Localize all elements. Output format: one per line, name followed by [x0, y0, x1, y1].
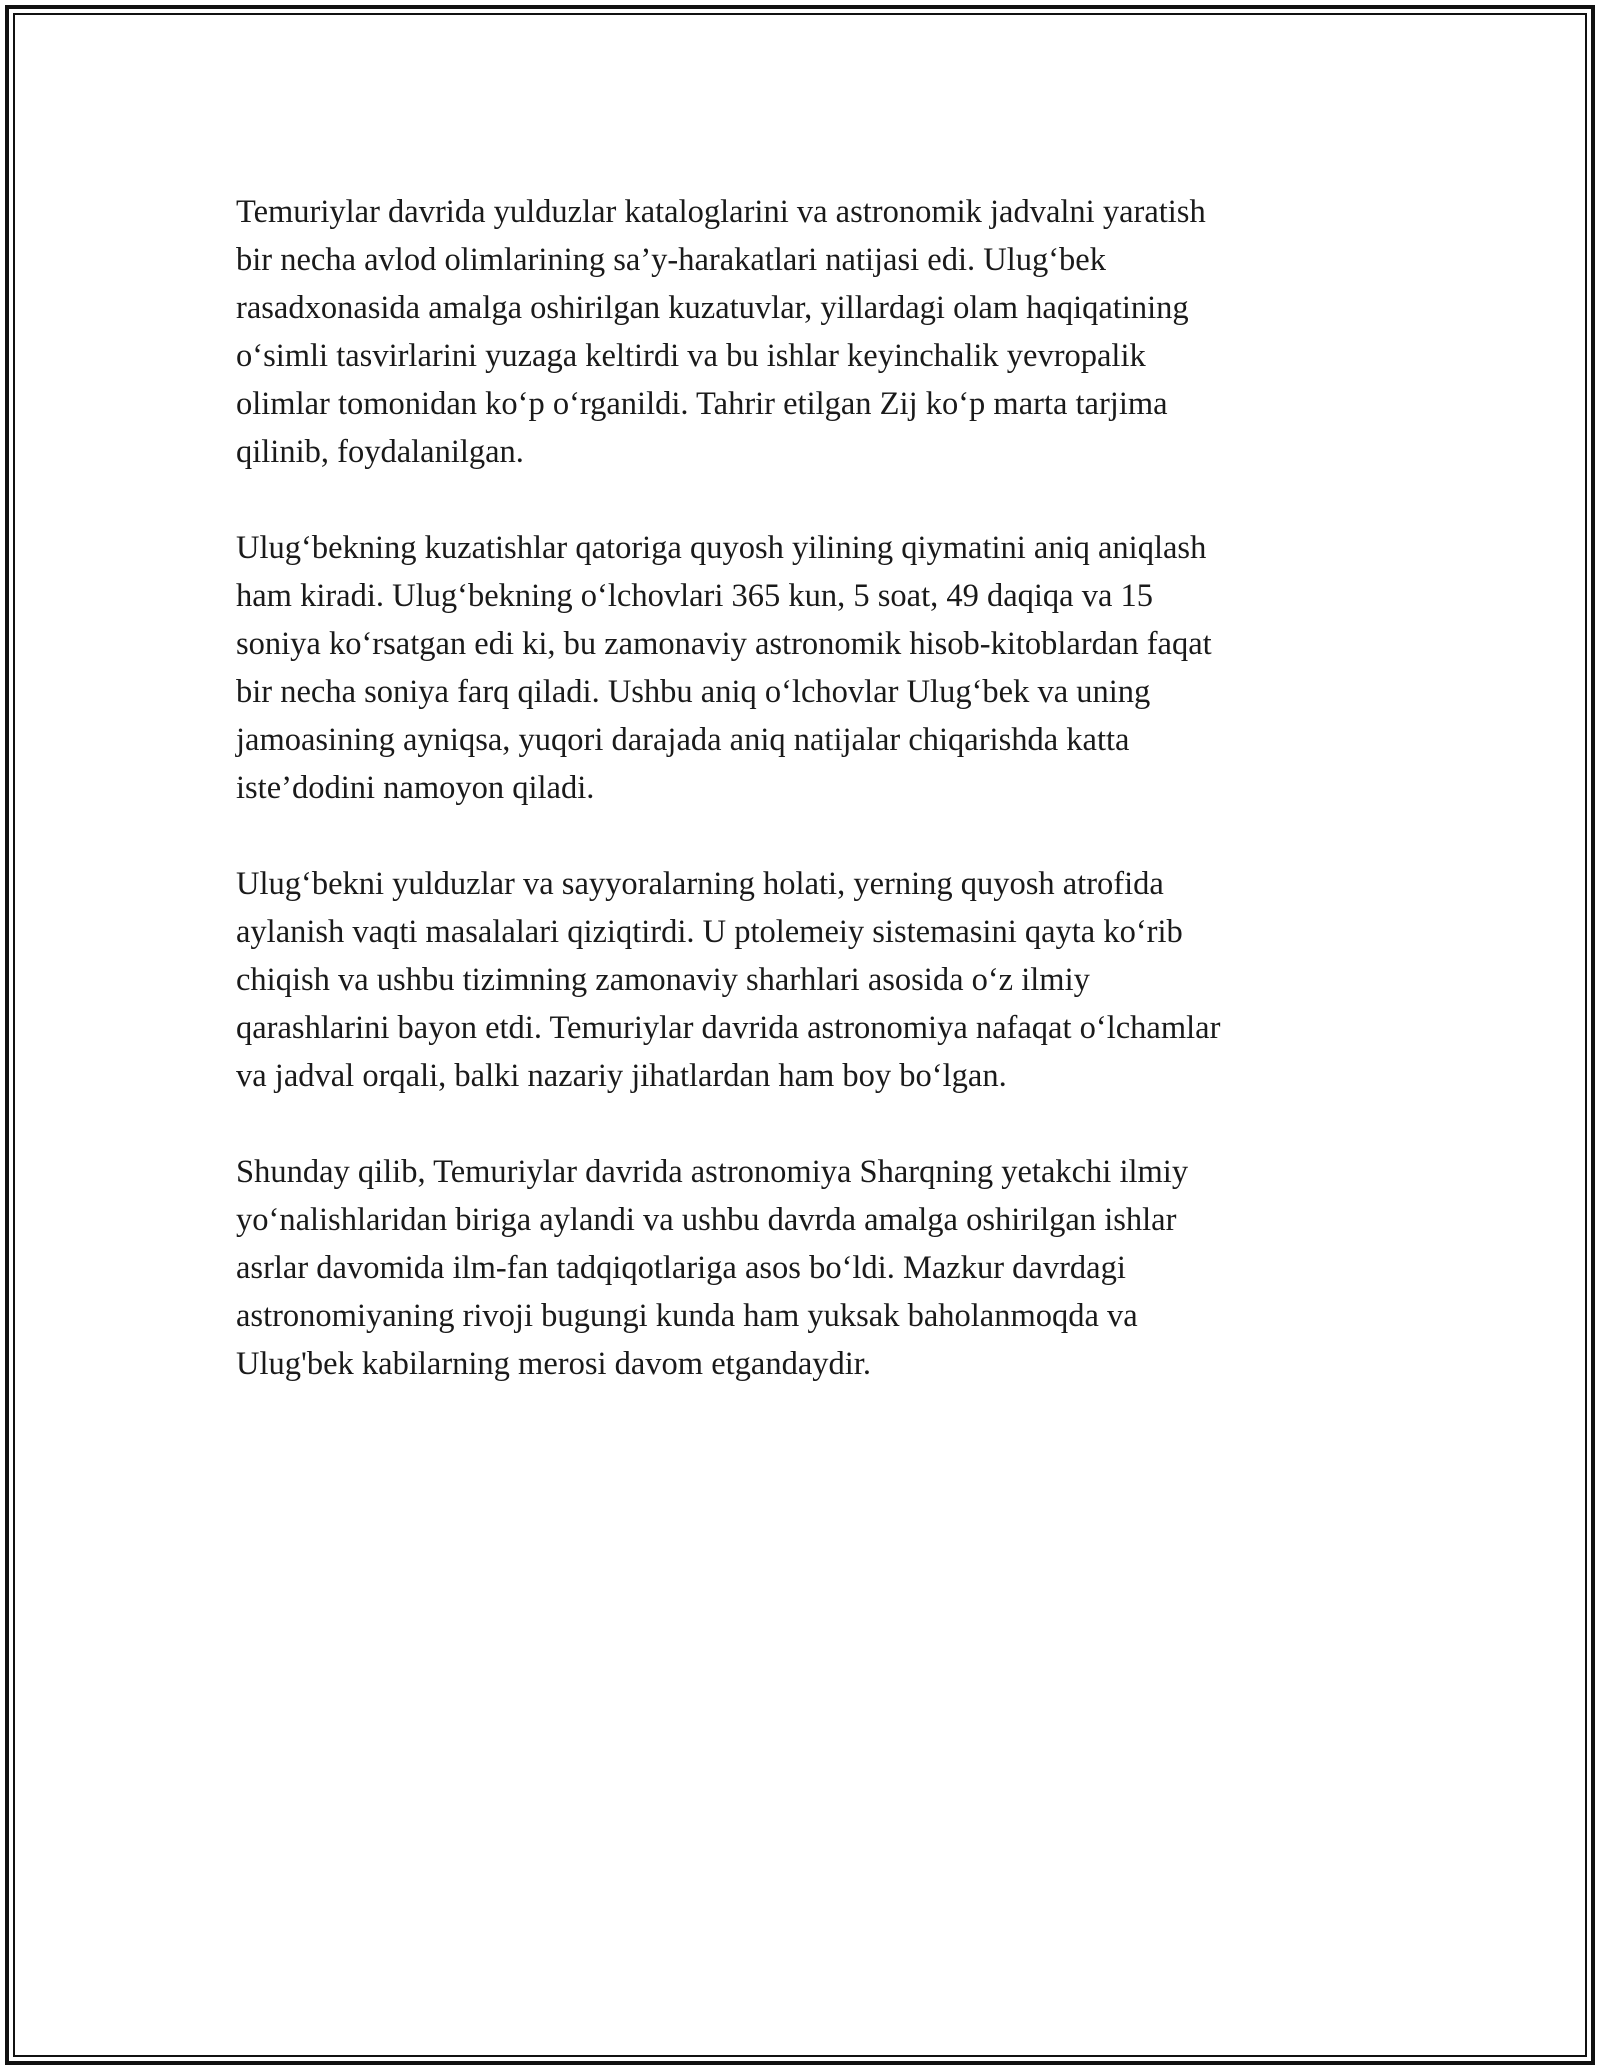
text-line: jamoasining ayniqsa, yuqori darajada aniq natijalar chiqarishda katta	[236, 722, 1130, 758]
text-line: soniya ko‘rsatgan edi ki, bu zamonaviy astronomik hisob-kitoblardan faqat	[236, 626, 1212, 662]
text-line: Temuriylar davrida yulduzlar kataloglarini va astronomik jadvalni yaratish	[236, 194, 1206, 230]
paragraph-4	[236, 1148, 1366, 1388]
text-line: asrlar davomida ilm-fan tadqiqotlariga asos bo‘ldi. Mazkur davrdagi	[236, 1250, 1126, 1286]
text-line: Ulug‘bekning kuzatishlar qatoriga quyosh yilining qiymatini aniq aniqlash	[236, 530, 1207, 566]
text-line: yo‘nalishlaridan biriga aylandi va ushbu davrda amalga oshirilgan ishlar	[236, 1202, 1177, 1238]
text-line: astronomiyaning rivoji bugungi kunda ham yuksak baholanmoqda va	[236, 1298, 1138, 1334]
text-line: bir necha soniya farq qiladi. Ushbu aniq o‘lchovlar Ulug‘bek va uning	[236, 674, 1151, 710]
text-line: olimlar tomonidan ko‘p o‘rganildi. Tahrir etilgan Zij ko‘p marta tarjima	[236, 386, 1168, 422]
text-line: Ulug'bek kabilarning merosi davom etgandaydir.	[236, 1346, 871, 1382]
text-line: o‘simli tasvirlarini yuzaga keltirdi va bu ishlar keyinchalik yevropalik	[236, 338, 1146, 374]
text-line: va jadval orqali, balki nazariy jihatlardan ham boy bo‘lgan.	[236, 1058, 1007, 1094]
paragraph-1	[236, 188, 1366, 476]
text-line: bir necha avlod olimlarining sa’y-harakatlari natijasi edi. Ulug‘bek	[236, 242, 1106, 278]
paragraph-3	[236, 860, 1366, 1100]
text-line: Ulug‘bekni yulduzlar va sayyoralarning holati, yerning quyosh atrofida	[236, 866, 1164, 902]
text-line: ham kiradi. Ulug‘bekning o‘lchovlari 365 kun, 5 soat, 49 daqiqa va 15	[236, 578, 1154, 614]
text-line: qilinib, foydalanilgan.	[236, 434, 524, 470]
text-line: Shunday qilib, Temuriylar davrida astronomiya Sharqning yetakchi ilmiy	[236, 1154, 1189, 1190]
paragraph-2	[236, 524, 1366, 812]
text-line: aylanish vaqti masalalari qiziqtirdi. U ptolemeiy sistemasini qayta ko‘rib	[236, 914, 1183, 950]
text-line: qarashlarini bayon etdi. Temuriylar davrida astronomiya nafaqat o‘lchamlar	[236, 1010, 1221, 1046]
text-line: iste’dodini namoyon qiladi.	[236, 770, 595, 806]
document-body	[236, 188, 1366, 1436]
text-line: chiqish va ushbu tizimning zamonaviy sharhlari asosida o‘z ilmiy	[236, 962, 1090, 998]
text-line: rasadxonasida amalga oshirilgan kuzatuvlar, yillardagi olam haqiqatining	[236, 290, 1189, 326]
